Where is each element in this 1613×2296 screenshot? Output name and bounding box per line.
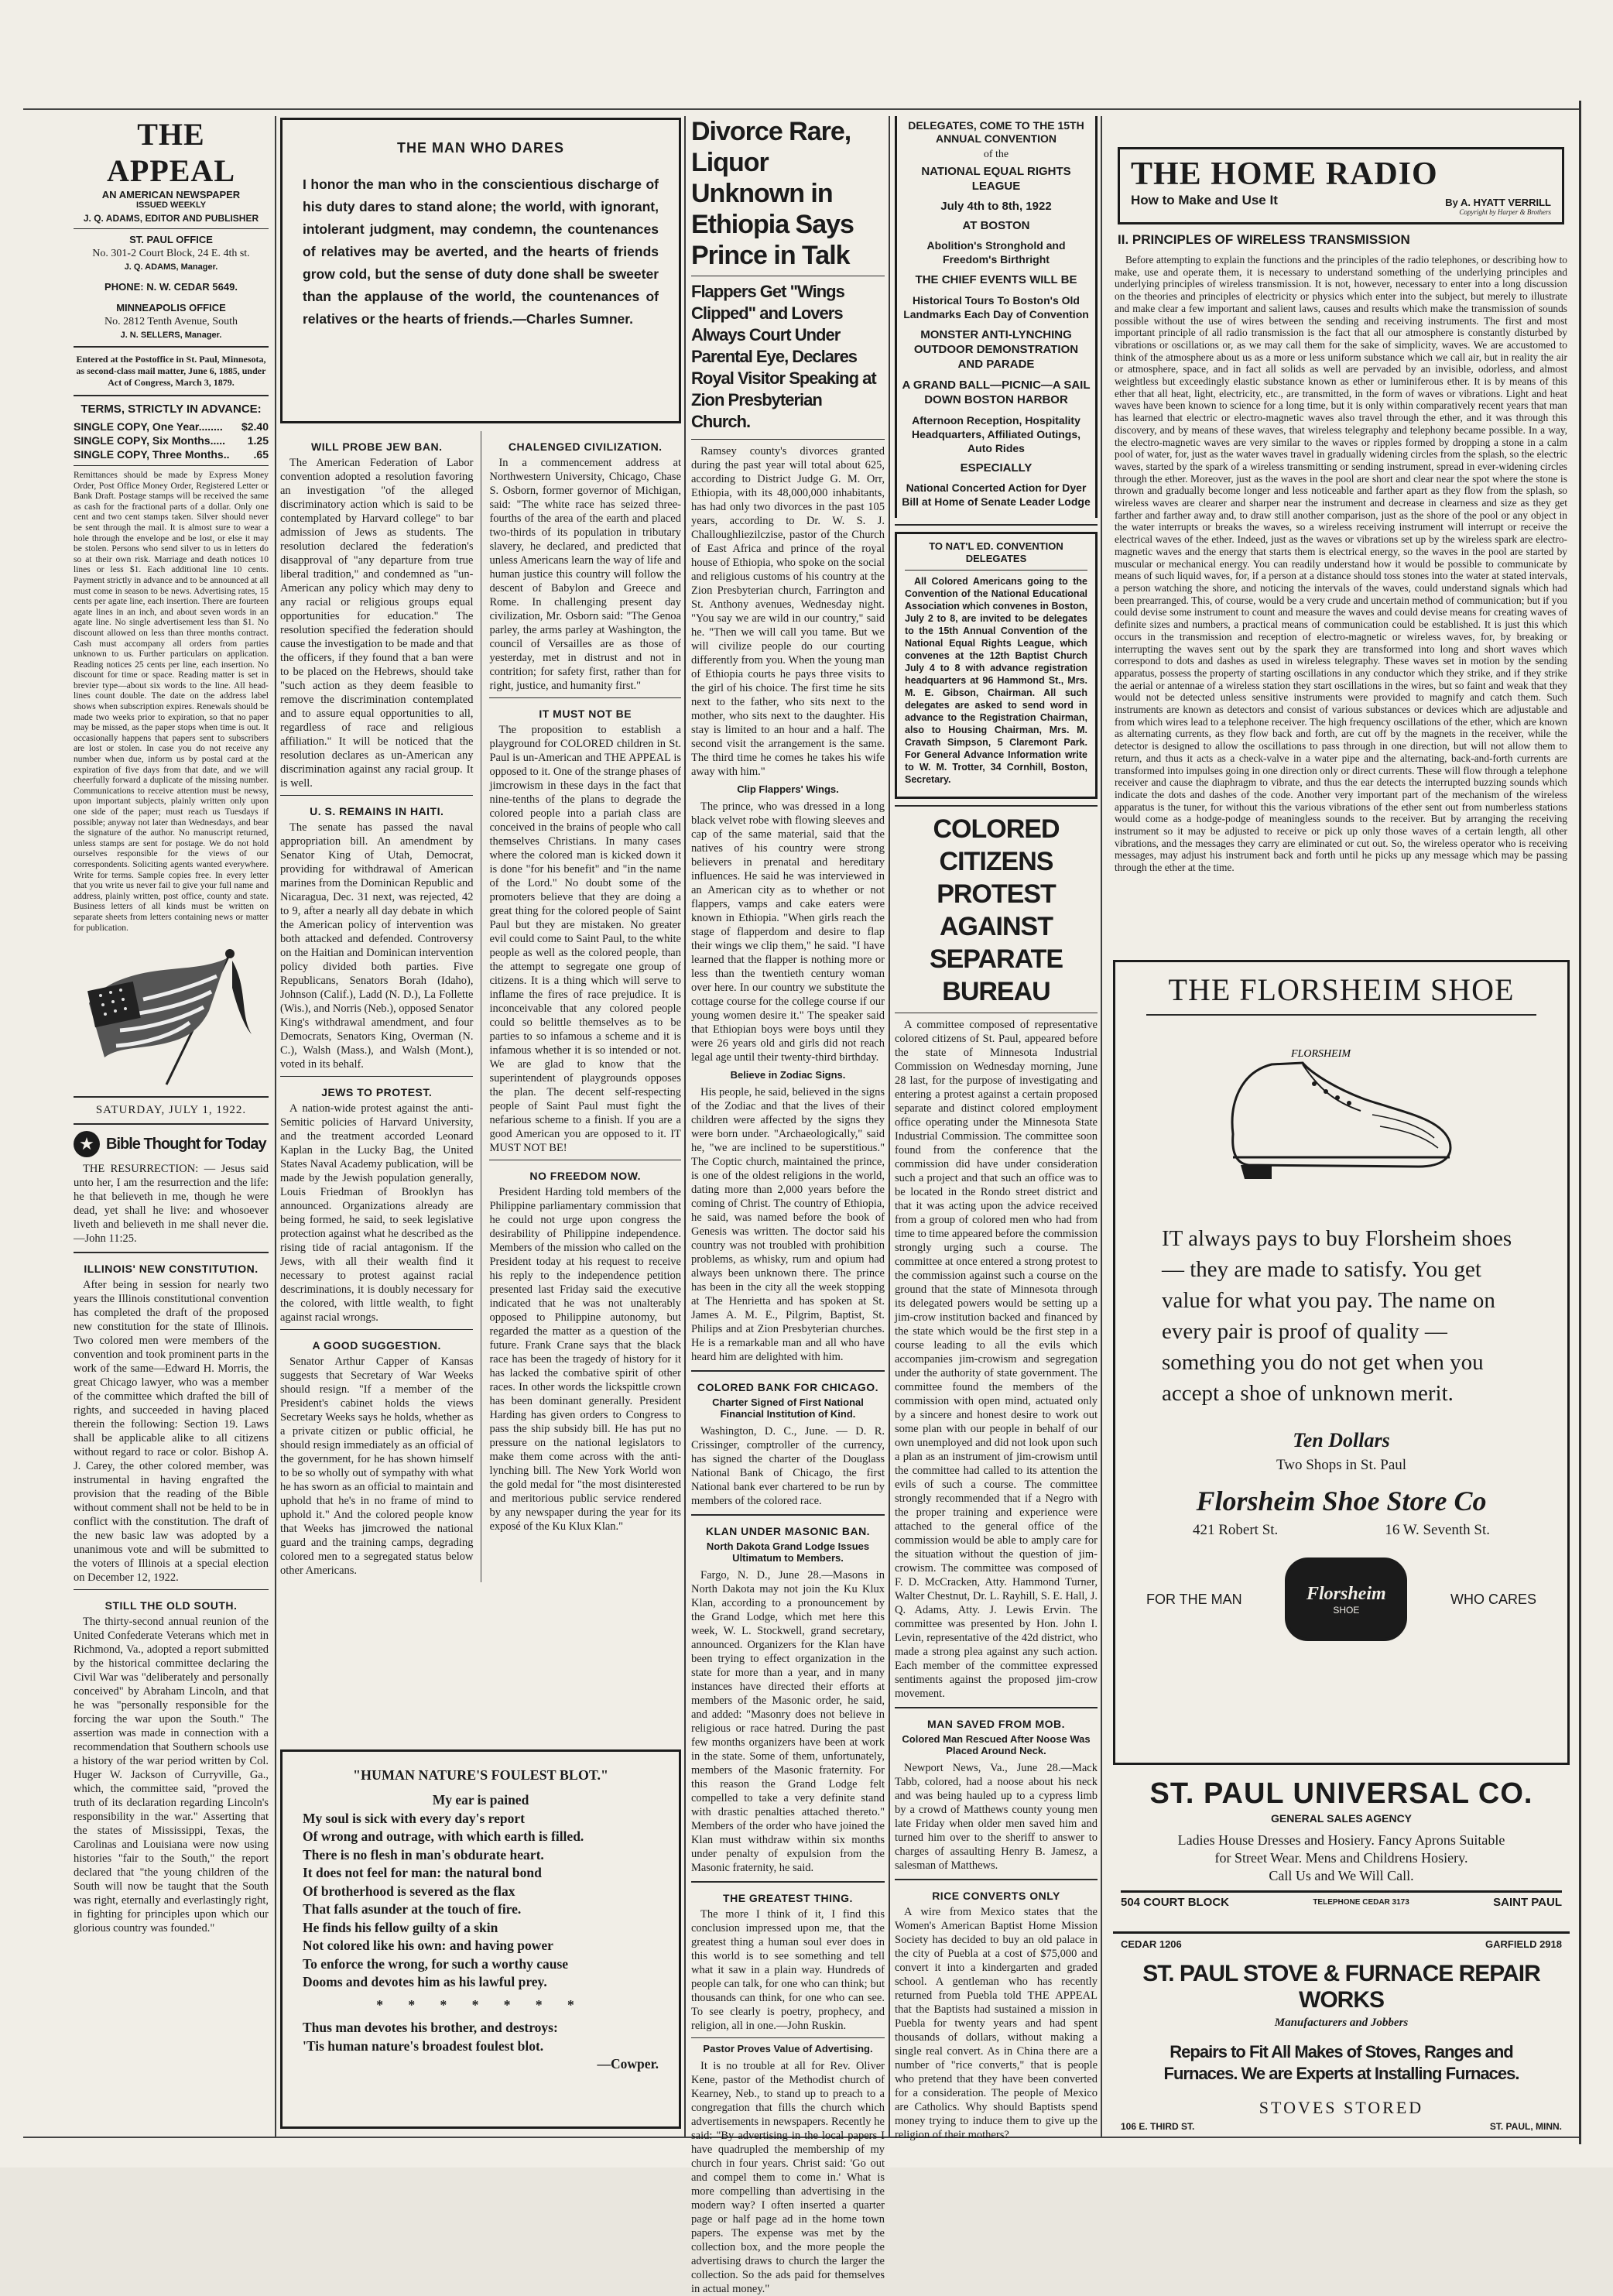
article-body: The prince, who was dressed in a long black velvet robe with flowing sleeves and cap of the same material, said that the natives of his country were strong believers in prenatal and hereditary influences. He said he was interviewed in an American city as to whether or not flappers, vamps and cake eaters were known in Ethiopia. "When girls reach the stage of flapperdom and desire to flap their wings we clip them," he said. "I have learned that the flapper is nothing more or less than the twentieth century woman over here. In our country we substitute the cottage course for the college course if our young women desire it." The speaker said that Ethiopian boys were boys until they were 26 years old and girls did not reach legal age until their twenty-third birthday. [691,800,885,1064]
article-title: MAN SAVED FROM MOB. [926,1718,1065,1730]
article-body: It is no trouble at all for Rev. Oliver Kene, pastor of the Methodist church of Kearney, Neb., to stand up to preach to a congregation that fills the church which advertisements in newspapers. Recently he said: "By advertising in the local papers I have quadrupled the membership of my church in four years. Christ said: 'Go out and compel them to come in.' What is more compelling than advertising in the modern way? I often inserted a quarter page or half page ad in the home town papers. The expense was met by the collection box, and the more people the advertising draws to church the larger the collection. So the ads paid for themselves in actual money." [691,2060,885,2295]
subhead: Pastor Proves Value of Advertising. [703,2043,873,2054]
headline: Divorce Rare, Liquor Unknown in Ethiopia Says Prince in Talk [691,117,854,270]
article-title: WILL PROBE JEW BAN. [311,440,443,453]
office-address: No. 2812 Tenth Avenue, South [104,316,238,327]
column-news-2 [895,116,1098,2141]
column-masthead [74,116,269,2137]
price-row: SINGLE COPY, Six Months..... 1.25 [74,434,269,447]
article-body: His people, he said, believed in the signs of the Zodiac and that the lives of their children were affected by the signs they were born under. "Archaeologically," said he, "we are inclined to be superstitious." The Coptic church, maintained the prince, is one of the oldest religions in the world, dating more than 2,000 years before the coming of Christ. The country of Ethiopia, he said, was named before the book of Genesis was written. The doctor said his country was not troubled with prohibition problems, as whisky, rum and opium had always been unknown there. The prince has been in the city all the week stopping at The Henrietta and has spoken at St. James A. M. E., Pilgrim, Baptist, St. Philips and at Zion Presbyterian churches. He is a remarkable man and all who have heard him are delighted with him. [691,1086,885,1363]
svg-text:FLORSHEIM: FLORSHEIM [1291,1048,1351,1060]
florsheim-ad: THE FLORSHEIM SHOE FLORSHEIM IT always pays to buy Florsheim shoes — they are made to satisfy. You get value for what you pay. The name on every pair is proof of quality — something you do not get when you accept a shoe of unknown merit. Ten Dollars Two Shops in St. Paul Florsheim Shoe Store Co 421 Robert St. 16 W. Seventh St. FOR THE MAN Florsheim SHOE WHO CARES [1113,960,1570,1765]
article-title: KLAN UNDER MASONIC BAN. [705,1525,871,1537]
masthead-tagline: AN AMERICAN NEWSPAPER [101,189,241,200]
ad-title: DELEGATES, COME TO THE 15TH ANNUAL CONVENTION [908,119,1084,145]
office-address: No. 301-2 Court Block, 24 E. 4th st. [92,248,250,259]
article-title: A GOOD SUGGESTION. [312,1339,441,1352]
article-body: The proposition to establish a playground for COLORED children in St. Paul is un-American and THE APPEAL is opposed to it. One of the strange phases of jimcrowism in these days in the fact that nine-tenths of the plans to degrade the colored people into a pariah class are conceived in the brains of people who call themselves Christians. In many cases where the colored man is kicked down it is done "for his benefit" and "in the name of the Lord." No doubt some of the promoters believe that they are doing a great thing for the colored people of Saint Paul but they are mistaken. No greater evil could come to Saint Paul, to the white people as well as the colored people, than the attempt to segregate one group of citizens. It is a thing which will serve to inflame the fires of race prejudice. It is inconceivable that any colored people could so belittle themselves as to be parties to so infamous a scheme and it is infamous whether it is so intended or not. We are glad to know that the superintendent of playgrounds opposes the plan. The decent self-respecting people of Saint Paul must fight the nefarious scheme to a finish. If you are a good American you are opposed to it. IT MUST NOT BE! [489,724,681,1154]
subcolumn-right [489,431,681,1582]
office-manager: J. Q. ADAMS, Manager. [124,262,218,272]
box-text: I honor the man who in the conscientious discharge of his duty dares to stand alone; the world, with ignorant, intolerant judgment, may condemn, the countenances of relatives may be averted, and the hearts of friends grow cold, but the sense of duty done shall be sweeter than the applause of the world, the countenances of relatives or the hearts of friends.—Charles Sumner. [303,176,659,327]
price-row: SINGLE COPY, One Year........ $2.40 [74,420,269,433]
publication-rules: Remittances should be made by Express Money Order, Post Office Money Order, Registered Letter or Bank Draft. Postage stamps will be received the same as cash for the fractional parts of a dollar. Only one cent and two cent stamps taken. Silver should never be sent through the mail. It is almost sure to wear a hole through the envelope and be lost, or else it may be stolen. Persons who send silver to us in letters do so at their own risk. Marriage and death notices 10 lines or less $1. Each additional line 10 cents. Payment strictly in advance and to be announced at all must come in season to be news. Advertising rates, 15 cents per agate line, each insertion. There are fourteen agate lines in an inch, and about seven words in an agate line. No single advertisement less than $1. No discount allowed on less than three months contract. Cash must accompany all orders from parties unknown to us. Further particulars on application. Reading notices 25 cents per line, each insertion. No discount for time or space. Reading matter is set in brevier type—about six words to the line. All head-lines count double. The date on the address label shows when subscription expires. Renewals should be made two weeks prior to expiration, so that no paper may be missed, as the paper stops when time is out. It occasionally happens that papers sent to subscribers are lost or stolen. In case you do not receive any number when due, inform us by postal card at the expiration of five days from that date, and we will cheerfully forward a duplicate of the missing number. Communications to receive attention must be newsy, upon important subjects, plainly written only upon one side of the paper; must reach us Tuesdays if possible; anyway not later than Wednesdays, and bear the signature of the author. No manuscript returned, unless stamps are sent for postage. We do not hold ourselves responsible for the views of our correspondents. Soliciting agents wanted everywhere. Write for terms. Sample copies free. In every letter that you write us never fail to give your full name and address, plainly written, post office, county and state. Business letters of all kinds must be written on separate sheets from letters containing news or matter for publication. [74,471,269,933]
article-body: The senate has passed the naval appropriation bill. An amendment by Senator King of Utah, Democrat, providing for withdrawal of American marines from the Dominican Republic and Nicaragua, Dec. 31 next, was rejected, 42 to 9, after a nearly all day debate in which the American policy of intervention was both attacked and defended. Controversy on the Haitian and Dominican intervention policy divided both parties. Five Republicans, Senators Borah (Idaho), Johnson (Calif.), Ladd (N. D.), La Follette (Wis.), and Norris (Neb.), opposed Senator King's withdrawal amendment, and four Democrats, Senators King, Overman (N. C.), Walsh (Mass.), and Walsh (Mont.), voted in its behalf. [280,821,474,1071]
section-title: II. PRINCIPLES OF WIRELESS TRANSMISSION [1118,232,1410,247]
deck: North Dakota Grand Lodge Issues Ultimatum to Members. [706,1540,870,1564]
column-editorials [280,116,681,2137]
article-body: The thirty-second annual reunion of the United Confederate Veterans which met in Richmond, Va., adopted a report submitted by the historical committee declaring the Civil War was "deliberately and personally conceived" by Abraham Lincoln, and that he was "personally responsible for the forcing the war upon the South." The assertion was made in connection with a recommendation that Southern schools use a history of the war period written by Col. Huger W. Jackson of Curryville, Ga., which, the committee said, "proved the truth of its declaration regarding Lincoln's responsibility in the war." Asserting that the states of Mississippi, Texas, the Carolinas and Louisiana were now using histories "fair to the South," the report declared that "the young children of the South will now be taught that the South was right, eternally and everlastingly right, in fighting for principles upon which our glorious country was founded." [74,1616,269,1935]
radio-title: THE HOME RADIO [1131,156,1438,192]
deck: Colored Man Rescued After Noose Was Placed Around Neck. [902,1733,1091,1756]
top-rule [23,108,1579,110]
ad-title: ST. PAUL UNIVERSAL CO. [1149,1777,1533,1810]
article-title: CHALENGED CIVILIZATION. [508,440,663,453]
article-body: Washington, D. C., June. — D. R. Crissinger, comptroller of the currency, has signed the charter of the Douglass National Bank of Chicago, the first National bank ever chartered to be run by members of the colored race. [691,1425,885,1507]
article-body: Newport News, Va., June 28.—Mack Tabb, colored, had a noose about his neck and was being hauled up to a cypress limb by a crowd of Matthews county young men late Friday when older men saved him and turned him over to the sheriff to answer to charges of assaulting Henry B. Jamesz, a salesman of Matthews. [895,1762,1098,1872]
poem-title: "HUMAN NATURE'S FOULEST BLOT." [352,1767,609,1783]
bible-header [74,1131,269,1157]
store-name: Florsheim Shoe Store Co [1196,1486,1487,1516]
column-radio-ads [1107,116,1575,2137]
article-title: U. S. REMAINS IN HAITI. [310,805,444,817]
article-title: JEWS TO PROTEST. [321,1086,433,1098]
office-manager: J. N. SELLERS, Manager. [120,331,222,340]
article-body: After being in session for nearly two years the Illinois constitutional convention has completed the draft of the proposed new constitution for the state of Illinois. Two colored men were members of the convention and took prominent parts in the work of the same—Edward H. Morris, the great Chicago lawyer, who was a member of the committee which drafted the bill of rights, and succeeded in having placed therein the following: Section 19. Laws shall be applicable alike to all citizens without regard to race or color. Bishop A. J. Carey, the other colored member, was instrumental in having engrafted the provision that the reading of the Bible without comment shall not be held to be in conflict with the constitution. The draft of the new basic law was adopted by a unanimous vote and will be submitted to the voters of Illinois at a special election on December 12, 1922. [74,1279,269,1585]
flag-illustration [74,941,269,1088]
office-title: ST. PAUL OFFICE [129,234,213,245]
phone-number: PHONE: N. W. CEDAR 5649. [104,281,238,293]
bible-title: Bible Thought for Today [106,1135,266,1153]
office-title: MINNEAPOLIS OFFICE [116,302,226,314]
stove-ad: CEDAR 1206 GARFIELD 2918 ST. PAUL STOVE & FURNACE REPAIR WORKS Manufacturers and Jobbers Repairs to Fit All Makes of Stoves, Ranges and Furnaces. We are Experts at Installing Furnaces. STOVES STORED 106 E. THIRD ST. ST. PAUL, MINN. [1113,1931,1570,2133]
headline: COLORED CITIZENS PROTEST AGAINST SEPARATE BUREAU [929,814,1063,1006]
universal-ad: ST. PAUL UNIVERSAL CO. GENERAL SALES AGENCY Ladies House Dresses and Hosiery. Fancy Aprons Suitable for Street Wear. Mens and Childrens Hosiery. Call Us and We Will Call. 504 COURT BLOCK TELEPHONE CEDAR 3173 SAINT PAUL [1121,1777,1562,1909]
notice-box: TO NAT'L ED. CONVENTION DELEGATES All Colored Americans going to the Convention of the National Educational Association which convenes in Boston, July 2 to 8, are invited to be delegates to the 15th Annual Convention of the National Equal Rights League, which convenes at the 12th Baptist Church July 4 to 8 with advance registration headquarters at 96 Hammond St., Mrs. M. E. Gibson, Chairman. All such delegates are asked to send word in advance to the Registration Chairman, also to Housing Chairman, Mrs. M. Cravath Simpson, 5 Claremont Park. For General Advance Information write to W. M. Trotter, 34 Cornhill, Boston, Secretary. [895,532,1098,799]
shoe-illustration [1146,1022,1536,1215]
masthead-editor: J. Q. ADAMS, EDITOR AND PUBLISHER [83,213,259,224]
subcolumn-left [280,431,473,1582]
article-body: A wire from Mexico states that the Women's American Baptist Home Mission Society has decided to buy an old palace in the city of Puebla at a cost of $75,000 and convert it into a kindergarten and graded school. A gentleman who has recently returned from Puebla told THE APPEAL that the Baptists had sustained a mission in Puebla for twenty years and had spent thousands of dollars, without making a single real convert. As in China there are a number of "rice converts," that is people who pretend that they have been converted for a consideration. The people of Mexico are Catholics. Why should Baptists spend money trying to induce them to give up the religion of their mothers? [895,1906,1098,2141]
column-rule [684,116,686,2137]
masthead-issued: ISSUED WEEKLY [135,200,207,210]
article-body: President Harding told members of the Philippine parliamentary commission that he could not urge upon congress the desirability of Philippine independence. Members of the mission who called on the President today at his request to receive his reply to the independence petition presented last Friday said the executive indicated that he was not unalterably opposed to Philippine autonomy, but regarded the matter as a question of the future. Frank Crane says that the black race has been the tragedy of history for it has lacked the combative spirit of other races. In other words the lickspittle crown has been dominant generally. President Harding has given orders to Congress to pass the ship subsidy bill. He has put no pressure on the national legislators to make them come across with the anti-lynching bill. The New York World won the gold medal for "the most disinterested and meritorious public service rendered by any newspaper during the year for its exposé of the Ku Klux Klan." [489,1186,681,1533]
box-title: THE MAN WHO DARES [397,140,564,156]
florsheim-logo: Florsheim SHOE [1285,1558,1407,1641]
article-body: The more I think of it, I find this conclusion impressed upon me, that the greatest thing a human soul ever does in this world is to see something and tell what it saw in a plain way. Hundreds of people can talk, for one who can think; but thousands can think, for one who can see. To see clearly is poetry, prophecy, and religion, all in one.—John Ruskin. [691,1908,885,2032]
article-title: NO FREEDOM NOW. [529,1170,642,1182]
right-edge [1579,101,1581,2144]
ad-title: ST. PAUL STOVE & FURNACE REPAIR WORKS [1142,1961,1540,2013]
column-rule [1101,116,1102,2137]
deck: Charter Signed of First National Financial Institution of Kind. [712,1396,864,1420]
bible-text: THE RESURRECTION: — Jesus said unto her, I am the resurrection and the life: he that believeth in me, though he were dead, yet shall he live: and whosoever liveth and believeth in me shall never die.—John 11:25. [74,1163,269,1246]
article-body: Senator Arthur Capper of Kansas suggests that Secretary of War Weeks should resign. "If a member of the President's cabinet holds the views Secretary Weeks says he holds, whether as a private citizen or public official, he should resign immediately as an official of the government, for he has shown himself to be so wholly out of sympathy with what he has sworn as an official to maintain and uphold that he's in no frame of mind to uphold it." And the colored people know that Weeks has jimcrowed the national guard and the training camps, degrading colored men to a segregated status below other Americans. [280,1355,474,1577]
article-title: RICE CONVERTS ONLY [932,1890,1060,1902]
column-rule [889,116,890,2137]
convention-ad: DELEGATES, COME TO THE 15TH ANNUAL CONVENTION of the NATIONAL EQUAL RIGHTS LEAGUE July 4th to 8th, 1922 AT BOSTON Abolition's Stronghold and Freedom's Birthright THE CHIEF EVENTS WILL BE Historical Tours To Boston's Old Landmarks Each Day of Convention MONSTER ANTI-LYNCHING OUTDOOR DEMONSTRATION AND PARADE A GRAND BALL—PICNIC—A SAIL DOWN BOSTON HARBOR Afternoon Reception, Hospitality Headquarters, Affiliated Outings, Auto Rides ESPECIALLY National Concerted Action for Dyer Bill at Home of Senate Leader Lodge [895,116,1098,518]
article-body: In a commencement address at Northwestern University, Chicago, Chase S. Osborn, former governor of Michigan, said: "The white race has seized three-fourths of the area of the earth and placed two-thirds of its population in tributary slavery, he declared, and predicted that unless Americans learn the way of life and human justice this country will follow the descent of Babylon and Greece and Rome. In challenging present day civilization, Mr. Osborn said: "The Genoa parley, the arms parley at Washington, the council of Versailles are as those of yesterday, met in distrust and not in contrition; for safety first, rather than for right, justice, and humanity first." [489,457,681,692]
article-body: A committee composed of representative colored citizens of St. Paul, appeared before the state of Minnesota Industrial Commission on Wednesday morning, June 28 last, for the purpose of investigating and entering a protest against a certain proposed separate and distinct colored employment office operating under the Minnesota State Industrial Commission. The committee soon found from the conference that the commission did have under consideration such a project and that such an office was to be located in the Rondo street district and that it was acting upon the advice received from a group of colored men who had from time to time appeared before the commission strongly urging such a course. The committee at once entered a strong protest to the commission against such a course on the ground that the state of Minnesota through its delegated powers would be setting up a jim-crow institution backed and financed by the state which would be the first step in a course leading to all the evils which accompanies jim-crowism and segregation under the authority of state government. The committee found the members of the commission with open mind, actuated only by a sincere and honest desire to work out some plan with our people in behalf of our own unemployed and did not look upon such a plan as an instrument of jim-crowism until the committee had called to its attention the evils of such a course. The committee strongly recommended that if a Negro with the proper training and experience were attached to the general office of the commission would be able to amply care for the situation without the question of jim-crowism. The committee was composed of F. D. McCracken, Atty. Hammond Turner, Walter Chestnut, Dr. L. Rayhill, S. E. Hall, J. Q. Adams, Atty. J. Lewis Ervin. The committee was presented by Hon. John I. Levin, representative of the 42d district, who made a strong plea against any such action. Each member of the committee expressed sentiments against the proposed jim-crow movement. [895,1019,1098,1700]
masthead-title: THE APPEAL [107,117,235,188]
column-rule [275,116,276,2137]
article-title: IT MUST NOT BE [539,708,632,720]
article-body: A nation-wide protest against the anti-Semitic policies of Harvard University, and the treatment accorded Leonard Kaplan in the Lucky Bag, the United States Naval Academy publication, will be made by the Jewish population generally, Louis Friedman of Brooklyn has announced. Organizations already are being formed, he said, to seek legislative protection against what he described as the rising tide of racial antagonism. If the Jews, with all their wealth find it necessary to protest against racial descriminations, it is doubly necessary for the colored, with little wealth, to fight against racial wrongs. [280,1102,474,1324]
price-row: SINGLE COPY, Three Months.. .65 [74,448,269,461]
ad-title: THE FLORSHEIM SHOE [1168,972,1515,1007]
radio-body: Before attempting to explain the functions and the principles of the radio telephones, or describing how to make, use and operate them, it is necessary to understand something of the underlying principles and underlying principles of wireless transmission. It is not, however, necessary to enter into a long discussion on the theories and principles of electricity or physics which enter into the subject, but merely to illustrate and make clear a few important and salient laws, causes and results which make the transmission of sounds possible without the use of wires between the sending and receiving instruments. The first and most important principle of all radio transmission is the fact that all our atmosphere is constantly disturbed by vibrations or oscillations or, as we may call them for the sake of simplicity, waves. We are accustomed to think of the atmosphere about us as a more or less uniform substance which we call air, but in reality the air or atmosphere, space, and in fact all solids as well are pervaded by an invisible, odorless, and almost weightless but exceedingly elastic substance known as ether or luminiferous ether. It is by means of this ether that all heat, light, electricity, etc., are transmitted, in the form of waves or vibrations. Light and heat waves have been known to science for a long time, but it is only within comparatively recent years that man has learned that electric or electro-magnetic waves also travel through the ether, and it was through this discovery, and by means of these waves, that wireless telegraphy and telephony became possible. In a way, the electro-magnetic waves are very similar to the waves or ripples formed by dropping a stone in a calm pool of water, for, just as the water waves travel in gradually widening circles from the splash, so the electric waves, started by the spark of a wireless transmitting or sending instrument, spread in ever-widening circles through the ether. Moreover, just as the waves in the pool are short and clear near the spot where the stone is thrown and gradually become longer and less noticeable and farther apart as they flow from the splash, so wireless waves are clearer and sharper near the instrument and decrease in clearness and size as they get farther and farther away and, to draw still another comparison, just as the shore of the pool or any object in the water interrupts or breaks the waves, so a wireless receiving instrument will interrupt or receive the electrical waves of the ether. Indeed, just as the waves or vibrations set up by the wireless spark are electro-magnetic waves and the energy that starts them is electrical energy, so the waves in the pool are started by muscular or mechanical energy. You can readily understand how it would be possible to communicate by means of such liquid waves, for, if a person at a distance should toss stones into the water at stated intervals, a person watching the shore, and noticing the intervals of the waves, could understand signals which had been prearranged. This, of course, would be a very crude and uncertain method of communication; but if you could devise some instrument to count and measure the waves and could devise means for creating waves of definite sizes and numbers, a practical means of communication could be established. It is just this which occurs in the transmission and reception of electro-magnetic or wireless waves, for, by breaking or interrupting the waves sent out by the spark they are transformed into long and short waves which correspond to dots and dashes as used in wireless telegraphy. These waves set in motion by the sending apparatus, possess the property of starting oscillations in any conductor which they strike, and if they strike the aerial or antennae of a wireless station they start oscillations in the wires, but so faint and weak that they would not be detected unless sensitive instruments were provided to magnify and catch them. Such instruments are known as detectors and consist of various substances or devices which are adjustable and from which wires lead to a telephone receiver. The high frequency oscillations of the ether, which are known as alternating currents, as they flow back and forth, are cut off by the magnets in the receiver, while the detector is designed to allow the oscillations to pass through in one direction, but will not allow them to return, and thus it acts as a check-valve in a water pipe and the alternating, back-and-forth currents are transformed into impulses going in one direction only or direct currents. These will flow through a telephone receiver and cause the diaphragm to vibrate, and thus the ear detects the interrupted buzzing sounds which indicate the dots and dashes of the code. Another very important part of the mechanism of the wireless apparatus is the tuner, for without this the various vibrations of the ether sent out from numberless stations would come as a hodge-podge of meaningless sounds to the receiver. But by arranging the receiving instrument so it may be adjusted to receive or pick up only those waves of a certain length, all other vibrations, and the messages they carry are eliminated or cut out. So, the wireless operator who is receiving messages, may adjust his instrument back and forth until he picks up any message which may be passing through the ether at the time. [1115,254,1567,874]
radio-title-box: THE HOME RADIO How to Make and Use It By A. HYATT VERRILL Copyright by Harper & Brothers [1118,147,1564,224]
poem-lines: My ear is pained My soul is sick with every day's report Of wrong and outrage, with which earth is filled. There is no flesh in man's obdurate heart. It does not feel for man: the natural bond Of brotherhood is severed as the flax That falls asunder at the touch of fire. He finds his fellow guilty of a skin Not colored like his own: and having power To enforce the wrong, for such a worthy cause Dooms and devotes him as his lawful prey. * * * * * * * Thus man devotes his brother, and destroys: 'Tis human nature's broadest foulest blot. —Cowper. [303,1792,659,2072]
poem-box [280,1749,681,2129]
column-news-1 [691,116,885,2295]
man-who-dares-box [280,118,681,423]
ad-text: IT always pays to buy Florsheim shoes — they are made to satisfy. You get value for what you pay. The name on every pair is proof of quality — something you do not get when you accept a shoe of unknown merit. [1162,1226,1512,1406]
issue-date: SATURDAY, JULY 1, 1922. [95,1104,247,1117]
ad-price: Ten Dollars [1293,1429,1390,1451]
article-title: STILL THE OLD SOUTH. [104,1599,238,1612]
deck: Flappers Get "Wings Clipped" and Lovers Always Court Under Parental Eye, Declares Royal Visitor Speaking at Zion Presbyterian Church. [691,282,876,431]
article-body: Fargo, N. D., June 28.—Masons in North Dakota may not join the Ku Klux Klan, according to a pronouncement by the Grand Lodge, which met here this week, W. L. Stockwell, grand secretary, announced. Organizers for the Klan have been trying to effect organization in the state for more than a year, and in many instances have directed their efforts at members of the Masonic order, he said, and added: "Masonry does not believe in religious or race hatred. During the past few months organizers have been at work in the state. Some of them, unfortunately, members of the Masonic fraternity. For this reason the Grand Lodge felt compelled to take a very definite stand with drastic penalties attached thereto." Members of the order who have joined the Klan must withdraw within six months under penalty of expulsion from the Masonic fraternity, he said. [691,1569,885,1874]
article-title: COLORED BANK FOR CHICAGO. [697,1381,879,1393]
article-title: THE GREATEST THING. [723,1892,853,1904]
subhead: Clip Flappers' Wings. [737,783,839,795]
article-body: Ramsey county's divorces granted during the past year will total about 625, according to District Judge G. M. Orr, Ethiopia, with its 48,000,000 inhabitants, has had only two divorces in the past 105 years, according to Dr. W. S. J. Challoughliezilczise, pastor of the Church of East Africa and prince of the royal house of Ethiopia, who spoke on the social and religious customs of his country at the Zion Presbyterian church, Farrington and St. Anthony avenues, Wednesday night. "You say we are wild in our country," said he. "Then we will call you tame. But we will civilize people do our courting differently from you. When the young man of Ethiopia courts he pays three visits to the girl of his choice. The first time he sits next to the father, who sits next to the mother, who sits next to the daughter. His stay is limited to an hour and a half. The second visit the arrangement is the same. The third time he comes he takes his wife away with him." [691,445,885,778]
postal-entry: Entered at the Postoffice in St. Paul, Minnesota, as second-class mail matter, June 6, 1885, under Act of Congress, March 3, 1879. [76,354,266,388]
article-body: The American Federation of Labor convention adopted a resolution favoring an investigation "of the alleged discriminatory action which is said to be contemplated by Harvard college" to bar admission of Jews as students. The resolution declared the federation's disapproval of "any departure from true liberal tradition," and condemned as "un-American any policy which may deny to any racial or religious groups equal opportunities for education." The resolution specified the federation should cause the investigation to be made and that the officers, if they found that a ban were to be placed on the Hebrews, should take "such action as they deem feasible to remove the discrimination contemplated and to assure equal opportunities to all, regardless of race and religious affiliation." It will be noticed that the resolution declares as un-American any discrimination against any racial group. It is well. [280,457,474,790]
subhead: Believe in Zodiac Signs. [730,1069,846,1081]
star-icon: ★ [74,1131,100,1157]
article-title: ILLINOIS' NEW CONSTITUTION. [84,1263,259,1276]
terms-title: TERMS, STRICTLY IN ADVANCE: [80,403,262,416]
